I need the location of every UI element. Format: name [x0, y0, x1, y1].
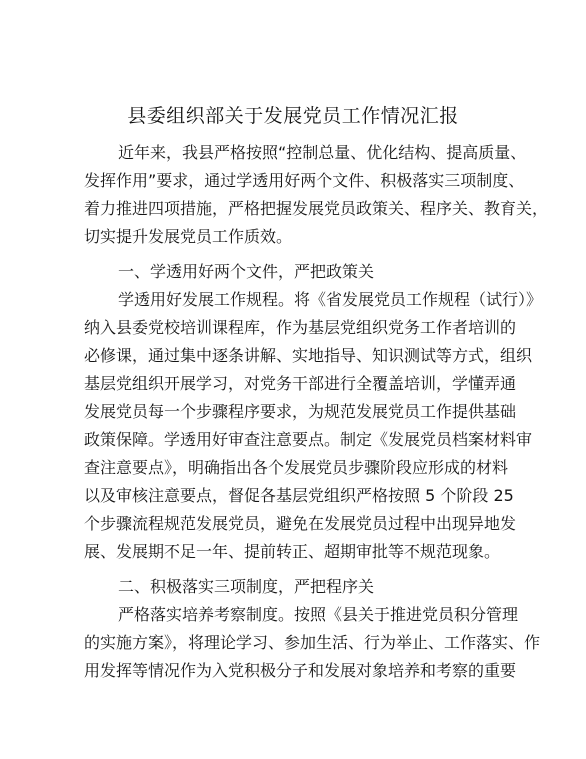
section-heading: 一、学透用好两个文件，严把政策关 — [118, 262, 375, 281]
paragraph-line: 查注意要点》，明确指出各个发展党员步骤阶段应形成的材料 — [84, 458, 509, 477]
section-heading: 二、积极落实三项制度，严把程序关 — [118, 577, 375, 596]
paragraph-line: 基层党组织开展学习，对党务干部进行全覆盖培训，学懂弄通 — [84, 374, 517, 393]
paragraph-line: 发挥作用”要求，通过学透用好两个文件、积极落实三项制度、 — [84, 171, 525, 190]
paragraph-line: 必修课，通过集中逐条讲解、实地指导、知识测试等方式，组织 — [84, 346, 533, 365]
paragraph-line: 用发挥等情况作为入党积极分子和发展对象培养和考察的重要 — [84, 661, 517, 680]
paragraph-line: 政策保障。学透用好审查注意要点。制定《发展党员档案材料审 — [84, 430, 533, 449]
paragraph-line: 学透用好发展工作规程。将《省发展党员工作规程（试行）》 — [118, 290, 543, 309]
paragraph-line: 着力推进四项措施，严格把握发展党员政策关、程序关、教育关， — [84, 199, 549, 218]
paragraph-line: 的实施方案》，将理论学习、参加生活、行为举止、工作落实、作 — [84, 633, 541, 652]
paragraph-line: 近年来，我县严格按照“控制总量、优化结构、提高质量、 — [118, 143, 527, 162]
paragraph-line: 纳入县委党校培训课程库，作为基层党组织党务工作者培训的 — [84, 318, 517, 337]
paragraph-line: 展、发展期不足一年、提前转正、超期审批等不规范现象。 — [84, 542, 501, 561]
paragraph-line: 严格落实培养考察制度。按照《县关于推进党员积分管理 — [118, 605, 519, 624]
paragraph-line: 切实提升发展党员工作质效。 — [84, 227, 293, 246]
paragraph-line: 以及审核注意要点，督促各基层党组织严格按照 5 个阶段 25 — [84, 486, 514, 505]
paragraph-line: 个步骤流程规范发展党员，避免在发展党员过程中出现异地发 — [84, 514, 517, 533]
document-title: 县委组织部关于发展党员工作情况汇报 — [127, 105, 459, 127]
paragraph-line: 发展党员每一个步骤程序要求，为规范发展党员工作提供基础 — [84, 402, 517, 421]
